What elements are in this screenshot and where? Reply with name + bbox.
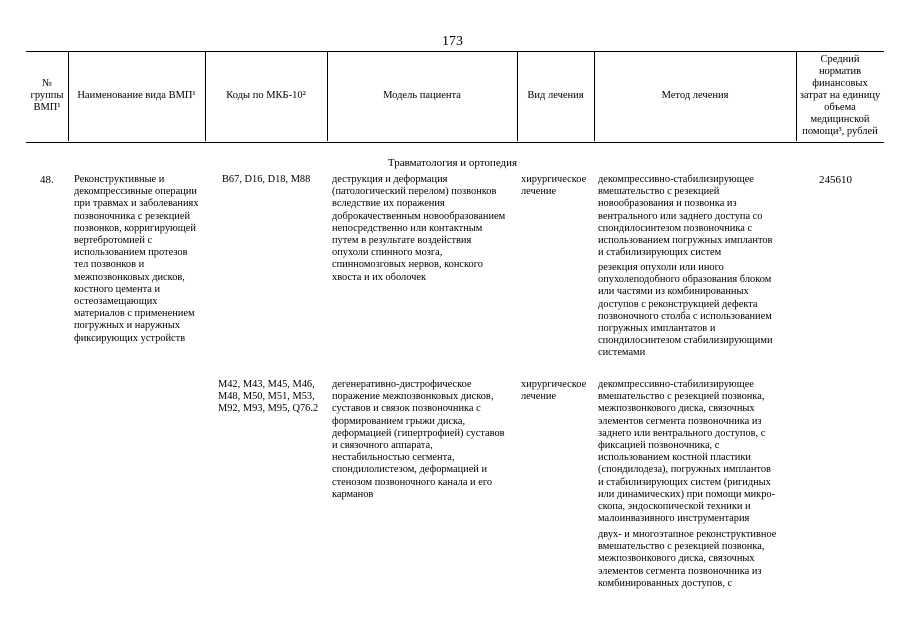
header-group-number: № группы ВМП¹ <box>30 78 64 113</box>
treatment-type: хирургическое лечение <box>521 379 587 403</box>
patient-model: деструкция и деформация (патологический перелом) позвонков вследствие их поражения доброкачественным новообразованием непосредственно или контактным путем в результате воздействия опухоли спинного мозга, спинномозговых нервов, конского хвоста и их оболочек <box>332 174 506 283</box>
vmp-name: Реконструктивные и декомпрессивные операции при травмах и заболеваниях позвоночника с резекцией позвонков, корригирующей вертебротомией с использованием протезов тел позвонков и межпозвонковых дисков, костного цемента и остеозамещающих материалов с применением погружных и наружных фиксирующих устройств <box>74 174 199 344</box>
section-title: Травматология и ортопедия <box>387 157 518 169</box>
treatment-method: декомпрессивно-стабилизирующее вмешательство с резекцией позвонка, межпозвонкового диска, связочных элементов сегмента позвоночника из заднего или вентрального доступов, с фиксацией позвоночника, с использованием костной пластики (спондилодеза), погружных имплантов и стабилизирующих систем (ригидных или динамических) при помощи микро- скопа, эндоскопической техники и малоинвазивного инструментария <box>598 379 776 525</box>
header-patient-model: Модель пациента <box>383 90 461 101</box>
treatment-method: резекция опухоли или иного опухолеподобного образования блоком или частями из комбинированных доступов с реконструкцией дефекта позвоночного столба с использованием погружных имплантатов и спондилосинтезом стабилизирующими системами <box>598 262 773 359</box>
header-treatment-type: Вид лечения <box>527 90 584 101</box>
header-treatment-method: Метод лечения <box>661 90 729 101</box>
group-number: 48. <box>40 174 54 186</box>
treatment-method: декомпрессивно-стабилизирующее вмешательство с резекцией новообразования и позвонка из вентрального или заднего доступа со спондилосинтезом позвоночника с использованием погружных имплантов и стабилизирующих систем <box>598 174 773 259</box>
treatment-method: двух- и многоэтапное реконструктивное вмешательство с резекцией позвонка, межпозвонкового диска, связочных элементов сегмента позвоночника из комбинированных доступов, с <box>598 529 777 589</box>
average-cost: 245610 <box>819 174 852 186</box>
icd-codes: M42, M43, M45, M46, M48, M50, M51, M53, M92, M93, M95, Q76.2 <box>218 379 319 415</box>
header-average-cost: Средний норматив финансовых затрат на единицу объема медицинской помощи³, рублей <box>799 54 881 137</box>
header-vmp-name: Наименование вида ВМП¹ <box>77 90 196 101</box>
patient-model: дегенеративно-дистрофическое поражение межпозвонковых дисков, суставов и связок позвоночника с формированием грыжи диска, деформацией (гипертрофией) суставов и связочного аппарата, нестабильностью сегмента, спондилолистезом, деформацией и стенозом позвоночного канала и его карманов <box>332 379 505 500</box>
icd-codes: B67, D16, D18, M88 <box>222 174 311 185</box>
treatment-type: хирургическое лечение <box>521 174 587 198</box>
header-icd-codes: Коды по МКБ-10² <box>226 90 306 101</box>
page-number: 173 <box>442 34 463 49</box>
